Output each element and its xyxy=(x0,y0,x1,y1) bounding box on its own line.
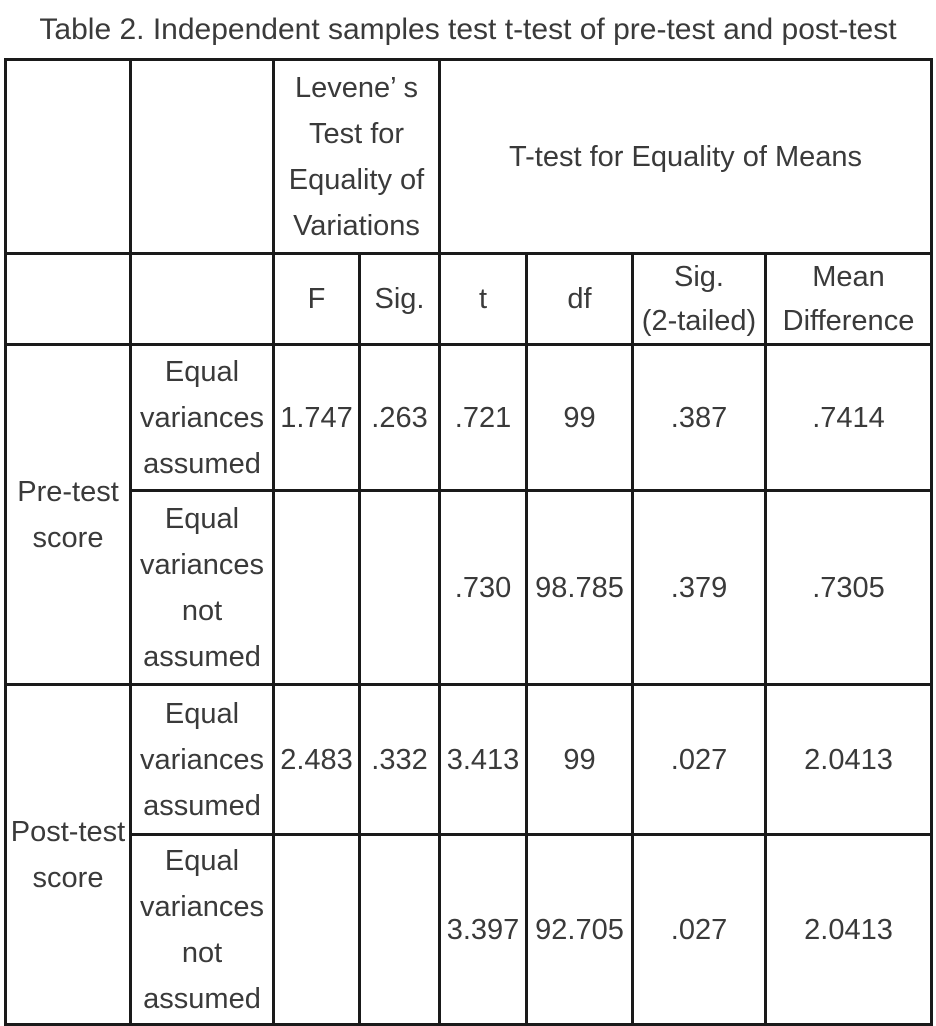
cell-sig: .332 xyxy=(360,685,440,835)
condition-cell xyxy=(131,685,274,835)
cell-mean-difference: 2.0413 xyxy=(766,685,932,835)
condition-line: Equal xyxy=(164,355,240,388)
levene-line: Test for xyxy=(308,117,405,150)
group-label-line: score xyxy=(32,521,104,554)
condition-line: Equal xyxy=(164,502,240,535)
cell-df: 98.785 xyxy=(527,491,633,685)
header-row-1 xyxy=(6,60,932,254)
group-label-post-test xyxy=(6,685,131,1025)
condition-line: Equal xyxy=(164,844,240,877)
condition-line: not xyxy=(181,594,223,627)
header-row-2 xyxy=(6,254,932,345)
empty-header-cell xyxy=(131,254,274,345)
condition-line: variances xyxy=(139,401,265,434)
condition-line: assumed xyxy=(143,789,261,822)
condition-line: variances xyxy=(139,548,265,581)
group-label-line: score xyxy=(32,861,104,894)
cell-df: 99 xyxy=(527,685,633,835)
cell-mean-difference: .7305 xyxy=(766,491,932,685)
levene-line: Variations xyxy=(293,209,420,242)
col-header-sig: Sig. xyxy=(360,254,440,345)
condition-line: variances xyxy=(139,743,265,776)
cell-f xyxy=(274,835,360,1025)
condition-cell xyxy=(131,491,274,685)
cell-f: 1.747 xyxy=(274,345,360,491)
group-label-pre-test xyxy=(6,345,131,685)
col-header-t: t xyxy=(440,254,527,345)
table-caption: Table 2. Independent samples test t-test of pre-test and post-test xyxy=(39,13,897,46)
cell-t: 3.397 xyxy=(440,835,527,1025)
condition-line: Equal xyxy=(164,697,240,730)
cell-df: 92.705 xyxy=(527,835,633,1025)
col-header-sig-2-tailed xyxy=(633,254,766,345)
table-row xyxy=(6,345,932,491)
table-row xyxy=(6,491,932,685)
condition-line: assumed xyxy=(143,640,261,673)
cell-sig-2-tailed: .379 xyxy=(633,491,766,685)
cell-sig-2-tailed: .387 xyxy=(633,345,766,491)
condition-cell xyxy=(131,345,274,491)
cell-sig-2-tailed: .027 xyxy=(633,835,766,1025)
cell-sig: .263 xyxy=(360,345,440,491)
levene-line: Equality of xyxy=(288,163,425,196)
ttest-header: T-test for Equality of Means xyxy=(440,60,932,254)
header-line: (2-tailed) xyxy=(641,305,757,337)
cell-t: .730 xyxy=(440,491,527,685)
empty-header-cell xyxy=(6,254,131,345)
condition-line: variances xyxy=(139,890,265,923)
t-test-table xyxy=(4,58,933,1026)
cell-t: 3.413 xyxy=(440,685,527,835)
header-line: Sig. xyxy=(674,261,724,293)
cell-t: .721 xyxy=(440,345,527,491)
cell-mean-difference: 2.0413 xyxy=(766,835,932,1025)
cell-mean-difference: .7414 xyxy=(766,345,932,491)
col-header-f: F xyxy=(274,254,360,345)
header-line: Difference xyxy=(782,305,915,337)
group-label-line: Pre-test xyxy=(17,475,119,508)
table-row xyxy=(6,685,932,835)
empty-header-cell xyxy=(131,60,274,254)
condition-line: not xyxy=(181,936,223,969)
levene-line: Levene’ s xyxy=(294,71,419,104)
condition-line: assumed xyxy=(143,447,261,480)
col-header-mean-difference xyxy=(766,254,932,345)
col-header-df: df xyxy=(527,254,633,345)
levene-header xyxy=(274,60,440,254)
condition-line: assumed xyxy=(143,982,261,1015)
header-line: Mean xyxy=(812,261,885,293)
cell-sig xyxy=(360,491,440,685)
cell-f: 2.483 xyxy=(274,685,360,835)
cell-f xyxy=(274,491,360,685)
condition-cell xyxy=(131,835,274,1025)
empty-header-cell xyxy=(6,60,131,254)
cell-sig xyxy=(360,835,440,1025)
cell-df: 99 xyxy=(527,345,633,491)
cell-sig-2-tailed: .027 xyxy=(633,685,766,835)
table-row xyxy=(6,835,932,1025)
group-label-line: Post-test xyxy=(10,815,126,848)
